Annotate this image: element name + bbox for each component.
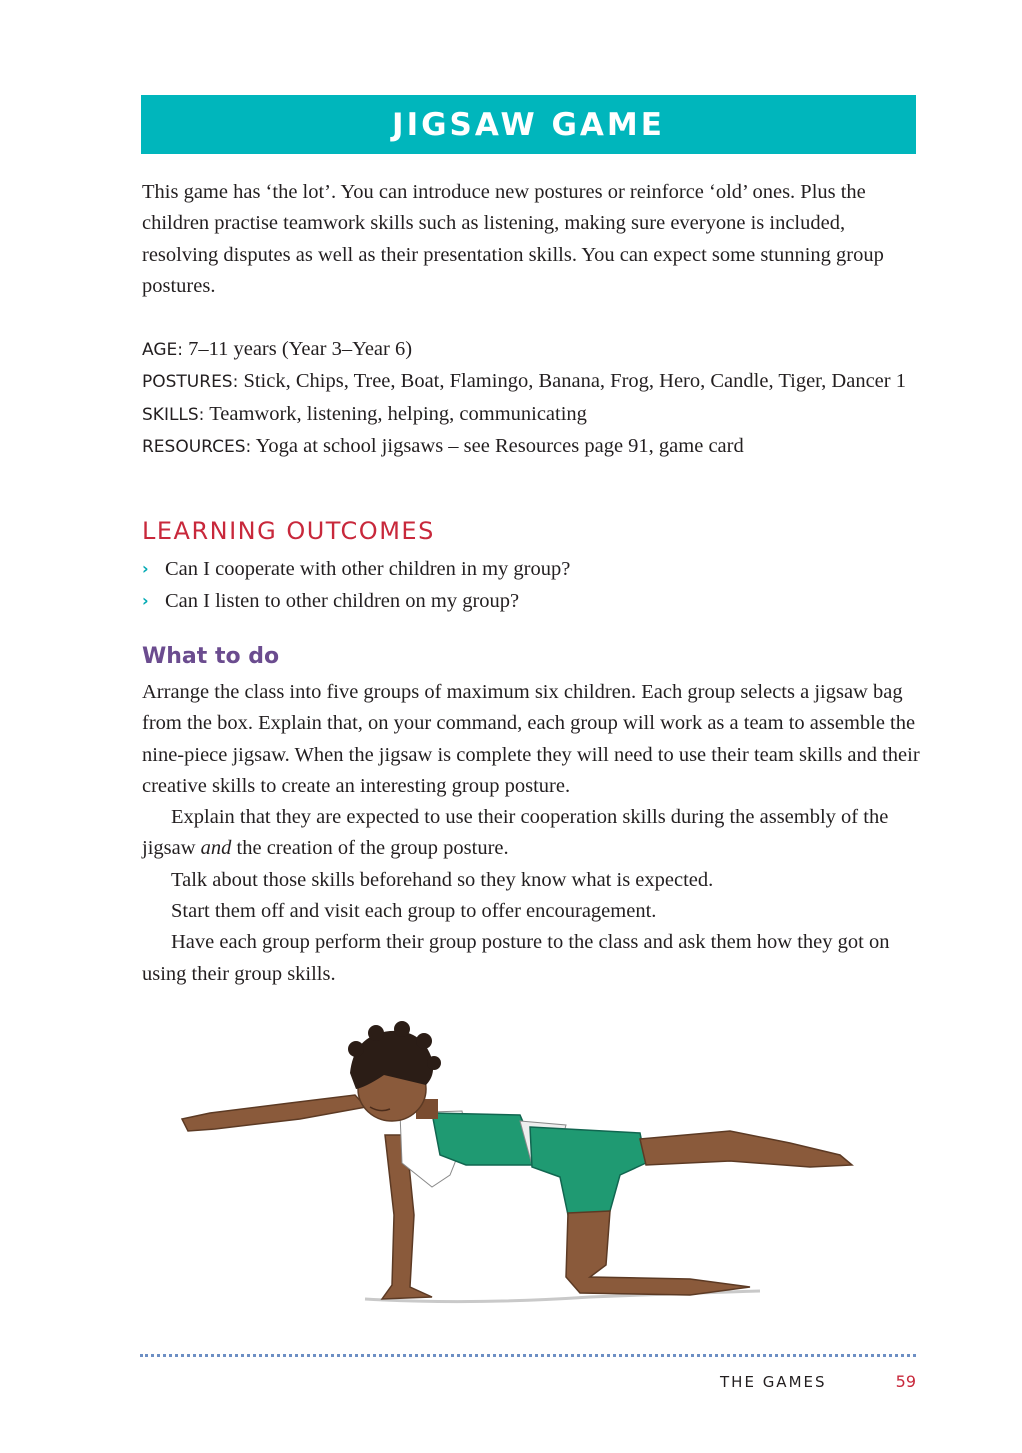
child-yoga-pose-illustration — [170, 1015, 870, 1315]
what-to-do-body — [142, 677, 922, 990]
resources-label: RESOURCES: — [142, 436, 252, 457]
page-title: JIGSAW GAME — [392, 106, 665, 143]
postures-value: Stick, Chips, Tree, Boat, Flamingo, Banana, Frog, Hero, Candle, Tiger, Dancer 1 — [243, 370, 906, 393]
page-number: 59 — [895, 1372, 916, 1391]
step-text: Explain that they are expected to use their cooperation skills during the assembly of the jigsaw — [142, 806, 889, 860]
chevron-right-icon: › — [142, 559, 149, 578]
title-banner — [141, 95, 916, 154]
step-paragraph: Start them off and visit each group to offer encouragement. — [171, 900, 657, 923]
what-to-do-heading: What to do — [142, 644, 280, 669]
step-text: the creation of the group posture. — [231, 837, 509, 860]
step-paragraph: Arrange the class into five groups of maximum six children. Each group selects a jigsaw bag from the box. Explain that, on your command, each group will work as a team to assemble the nine-piece jigsaw. When the jigsaw is complete they will need to use their team skills and their creative skills to create an interesting group posture. — [142, 681, 920, 797]
skills-label: SKILLS: — [142, 404, 205, 425]
step-paragraph: Have each group perform their group posture to the class and ask them how they got on using their group skills. — [142, 931, 890, 985]
postures-line — [142, 366, 922, 398]
step-paragraph — [142, 802, 922, 865]
game-details — [142, 334, 922, 463]
list-item — [142, 585, 570, 617]
age-line — [142, 334, 922, 366]
age-label: AGE: — [142, 340, 183, 360]
postures-label: POSTURES: — [142, 372, 239, 393]
resources-line — [142, 431, 922, 463]
learning-outcomes-list — [142, 553, 570, 617]
step-paragraph: Talk about those skills beforehand so they know what is expected. — [171, 868, 714, 891]
footer-divider — [140, 1354, 916, 1357]
list-item — [142, 553, 570, 585]
learning-outcomes-heading: LEARNING OUTCOMES — [142, 517, 435, 545]
outcome-text: Can I listen to other children on my group? — [165, 590, 520, 612]
footer-section-title: THE GAMES — [720, 1373, 827, 1391]
emphasis-text: and — [200, 837, 232, 860]
skills-line — [142, 399, 922, 431]
age-value: 7–11 years (Year 3–Year 6) — [188, 338, 413, 360]
chevron-right-icon: › — [142, 591, 149, 610]
outcome-text: Can I cooperate with other children in my group? — [165, 558, 571, 580]
intro-paragraph: This game has ‘the lot’. You can introduce new postures or reinforce ‘old’ ones. Plus the children practise teamwork skills such as listening, making sure everyone is included, resolving disputes as well as their presentation skills. You can expect some stunning group postures. — [142, 181, 884, 297]
resources-value: Yoga at school jigsaws – see Resources page 91, game card — [255, 434, 744, 457]
skills-value: Teamwork, listening, helping, communicating — [209, 402, 587, 425]
